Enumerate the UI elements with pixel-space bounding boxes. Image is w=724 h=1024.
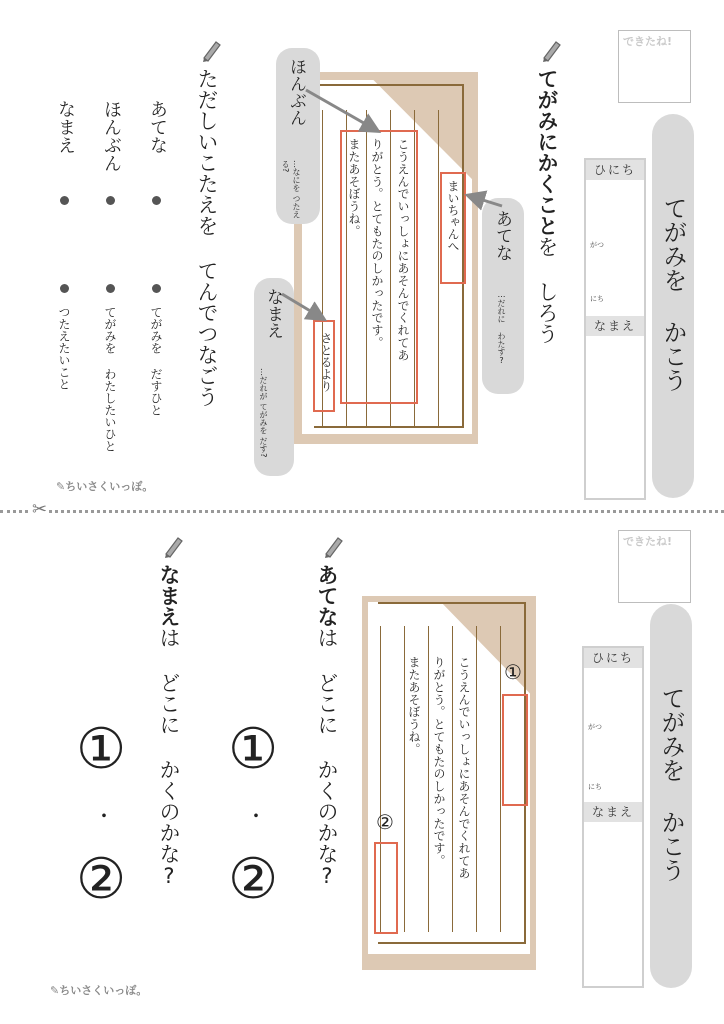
letter-line3: またあそぼうね。 <box>407 656 421 756</box>
marker-1-label: ① <box>504 660 522 684</box>
month-label: がつ <box>590 241 604 249</box>
marker-1-box <box>502 694 528 806</box>
letter-line2: りがとう。とてもたのしかったです。 <box>432 656 446 867</box>
match-dot[interactable] <box>152 196 161 205</box>
date-header: ひにち <box>586 160 644 180</box>
logo-pencil-icon: ✎ <box>56 480 66 493</box>
letter-line3: またあそぼうね。 <box>347 138 361 238</box>
match-dot[interactable] <box>60 284 69 293</box>
letter-line1: こうえんでいっしょにあそんでくれてあ <box>457 656 471 880</box>
match-dot[interactable] <box>60 196 69 205</box>
match-dot[interactable] <box>106 284 115 293</box>
logo-text: ちいさくいっぽ。 <box>59 984 148 997</box>
title-pill-bottom <box>650 604 692 988</box>
callout-atena-note: …だれに わたす? <box>497 290 506 365</box>
done-box-bottom <box>618 530 691 603</box>
logo <box>56 478 153 494</box>
question-2-rest: は どこに かくのかな? <box>157 627 181 888</box>
page-title: てがみを かこう <box>657 686 685 882</box>
match-right-1: てがみを だすひと <box>149 306 163 416</box>
letter-to: まいちゃんへ <box>446 180 460 252</box>
answer-1-choice-1[interactable]: ① <box>228 717 279 782</box>
page-title: てがみを かこう <box>659 196 687 392</box>
question-1-bold: あてな <box>315 564 339 627</box>
match-right-2: てがみを わたしたいひと <box>103 306 117 452</box>
day-label: にち <box>590 295 604 303</box>
name-header: なまえ <box>586 316 644 336</box>
answer-2-choice-2[interactable]: ② <box>76 847 127 912</box>
callout-honbun-label: ほんぶん <box>286 58 306 126</box>
scissors-icon: ✂ <box>32 499 48 520</box>
cut-line <box>0 510 724 513</box>
logo-text: ちいさくいっぽ。 <box>65 480 154 493</box>
done-label: できたね! <box>623 535 673 548</box>
callout-namae-label: なまえ <box>263 288 283 339</box>
match-right-3: つたえたいこと <box>57 306 71 390</box>
match-dot[interactable] <box>106 196 115 205</box>
section2-title: ただしいこたえを てんでつなごう <box>195 68 219 407</box>
callout-atena-label: あてな <box>492 210 512 261</box>
question-1 <box>312 564 342 888</box>
match-left-2: ほんぶん <box>101 100 122 172</box>
match-left-1: あてな <box>147 100 168 154</box>
callout-honbun-note: …なにを つたえる? <box>281 160 301 219</box>
date-box-bottom <box>582 646 644 988</box>
callout-namae-note: …だれが てがみを だす? <box>259 368 268 458</box>
answer-2-choice-1[interactable]: ① <box>76 717 127 782</box>
logo-pencil-icon: ✎ <box>50 984 60 997</box>
match-dot[interactable] <box>152 284 161 293</box>
pencil-icon <box>200 38 222 66</box>
match-left-3: なまえ <box>55 100 76 154</box>
letter-line2: りがとう。とてもたのしかったです。 <box>370 138 384 349</box>
section1-title-bold: てがみにかくこと <box>535 68 559 236</box>
marker-2-box <box>374 842 398 934</box>
logo <box>50 982 147 998</box>
question-2 <box>154 564 184 888</box>
question-2-bold: なまえ <box>157 564 181 627</box>
marker-2-label: ② <box>376 810 394 834</box>
letter-from: さとるより <box>319 332 333 392</box>
section1-title-rest: を しろう <box>535 236 559 344</box>
answer-1-separator: ・ <box>246 804 266 828</box>
done-label: できたね! <box>623 35 673 48</box>
pencil-icon <box>162 534 184 562</box>
answer-2-separator: ・ <box>94 804 114 828</box>
answer-1-choice-2[interactable]: ② <box>228 847 279 912</box>
name-header: なまえ <box>584 802 642 822</box>
date-header: ひにち <box>584 648 642 668</box>
day-label: にち <box>588 783 602 791</box>
month-label: がつ <box>588 723 602 731</box>
letter-line1: こうえんでいっしょにあそんでくれてあ <box>396 138 410 362</box>
question-1-rest: は どこに かくのかな? <box>315 627 339 888</box>
pencil-icon <box>322 534 344 562</box>
